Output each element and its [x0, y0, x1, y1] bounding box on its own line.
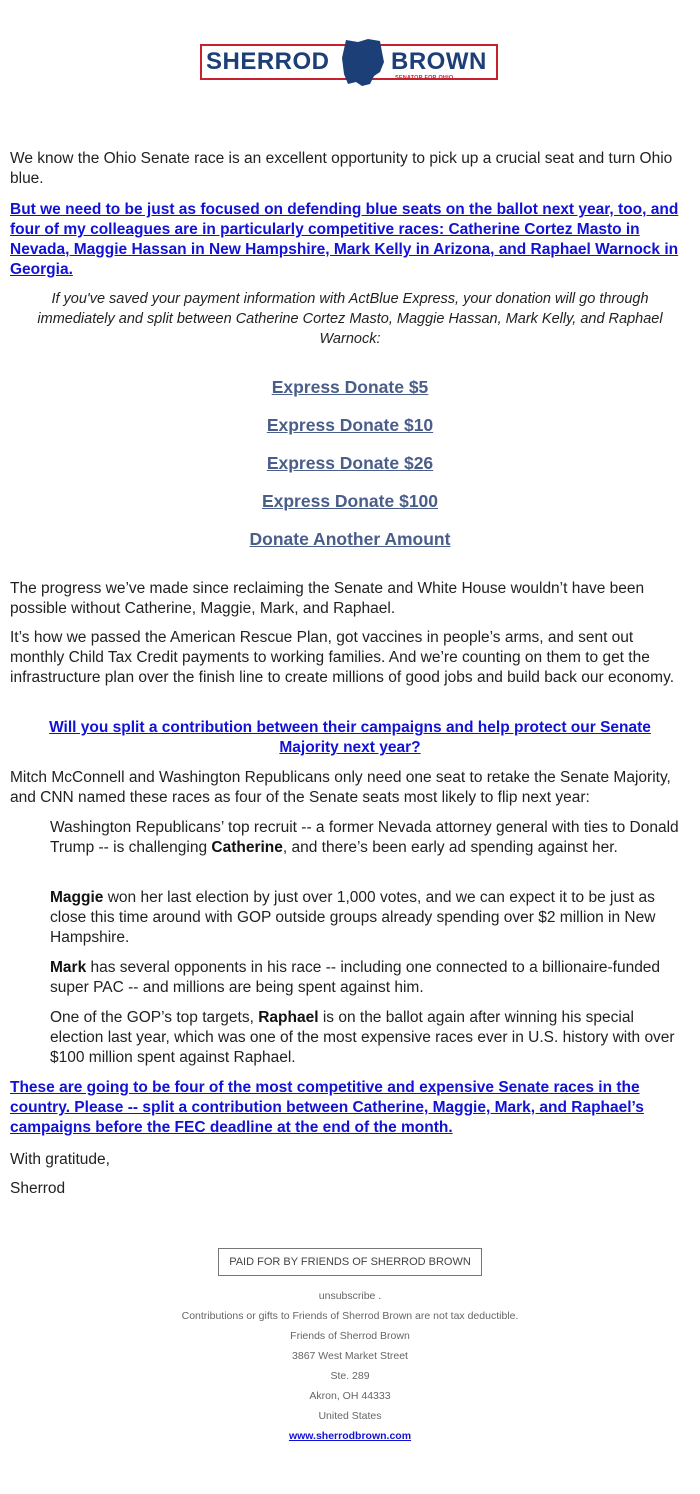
express-donate-10-link[interactable]: Express Donate $10 [266, 415, 434, 435]
mcconnell-paragraph: Mitch McConnell and Washington Republicans only need one seat to retake the Senate Majority, and CNN named these races as four of the Senate seats most likely to flip next year: [10, 769, 671, 806]
raphael-paragraph [50, 1008, 682, 1068]
mark-paragraph [50, 958, 682, 998]
raphael-name: Raphael [258, 1009, 319, 1026]
ask-paragraph [30, 718, 670, 758]
catherine-text-pre: Washington Republicans’ top recruit -- a former Nevada attorney general with ties to Donald Trump -- is challenging [50, 819, 679, 856]
mark-text: has several opponents in his race -- including one connected to a billionaire-funded super PAC -- and millions are being spent against him. [50, 959, 661, 996]
maggie-paragraph [50, 888, 682, 948]
city-address: Akron, OH 44333 [309, 1390, 391, 1402]
split-contribution-link[interactable]: Will you split a contribution between their campaigns and help protect our Senate Majority next year? [49, 719, 651, 756]
paid-for-disclaimer: PAID FOR BY FRIENDS OF SHERROD BROWN [218, 1248, 482, 1276]
rescue-plan-paragraph: It’s how we passed the American Rescue Plan, got vaccines in people’s arms, and sent out monthly Child Tax Credit payments to working families. And we’re counting on them to get the infrastructure plan over the finish line to create millions of good jobs and build back our economy. [10, 629, 674, 686]
donate-another-amount-link[interactable]: Donate Another Amount [249, 529, 451, 549]
express-note: If you've saved your payment information with ActBlue Express, your donation will go through immediately and split between Catherine Cortez Masto, Maggie Hassan, Mark Kelly, and Raphael Warnock: [37, 291, 663, 347]
competitive-races-link-paragraph [10, 200, 682, 280]
website-link[interactable]: www.sherrodbrown.com [288, 1430, 412, 1442]
maggie-text: won her last election by just over 1,000 votes, and we can expect it to be just as close this time around with GOP outside groups already spending over $2 million in New Hampshire. [50, 889, 656, 946]
country-address: United States [318, 1410, 382, 1422]
closing-contribution-link[interactable]: These are going to be four of the most competitive and expensive Senate races in the country. Please -- split a contribution between Catherine, Maggie, Mark, and Raphael’s campaigns before the FEC deadline at the end of the month. [10, 1079, 644, 1136]
closing-link-paragraph [10, 1078, 682, 1138]
competitive-races-link[interactable]: But we need to be just as focused on defending blue seats on the ballot next year, too, and four of my colleagues are in particularly competitive races: Catherine Cortez Masto in Nevada, Maggie Hassan in New Hampshire, Mark Kelly in Arizona, and Raphael Warnock in Georgia. [10, 201, 679, 278]
ohio-state-icon [338, 38, 388, 88]
express-donate-100-link[interactable]: Express Donate $100 [261, 491, 439, 511]
express-donate-5-link[interactable]: Express Donate $5 [271, 377, 429, 397]
mark-name: Mark [50, 959, 87, 976]
website-link-row [0, 1429, 700, 1443]
progress-paragraph: The progress we’ve made since reclaiming the Senate and White House wouldn’t have been possible without Catherine, Maggie, Mark, and Raphael. [10, 580, 645, 617]
catherine-name: Catherine [211, 839, 283, 856]
logo-tagline: SENATOR FOR OHIO [395, 75, 454, 81]
org-name: Friends of Sherrod Brown [290, 1330, 410, 1342]
street-address: 3867 West Market Street [292, 1350, 408, 1362]
signature-text: Sherrod [10, 1180, 66, 1197]
logo-last-name: BROWN [391, 48, 487, 75]
catherine-paragraph [50, 818, 682, 858]
raphael-text-post: is on the ballot again after winning his special election last year, which was one of the most expensive races ever in U.S. history with over $100 million spent against Raphael. [50, 1009, 675, 1066]
gratitude-text: With gratitude, [10, 1151, 110, 1168]
suite-address: Ste. 289 [330, 1370, 370, 1382]
raphael-text-pre: One of the GOP’s top targets, [50, 1009, 259, 1026]
catherine-text-post: , and there’s been early ad spending against her. [282, 839, 618, 856]
tax-note: Contributions or gifts to Friends of Sherrod Brown are not tax deductible. [181, 1310, 519, 1322]
unsubscribe-link[interactable]: unsubscribe . [318, 1290, 382, 1302]
sherrod-brown-logo[interactable] [200, 38, 500, 90]
logo-first-name: SHERROD [206, 48, 330, 75]
intro-paragraph: We know the Ohio Senate race is an excellent opportunity to pick up a crucial seat and turn Ohio blue. [10, 150, 673, 187]
express-donate-26-link[interactable]: Express Donate $26 [266, 453, 434, 473]
maggie-name: Maggie [50, 889, 104, 906]
